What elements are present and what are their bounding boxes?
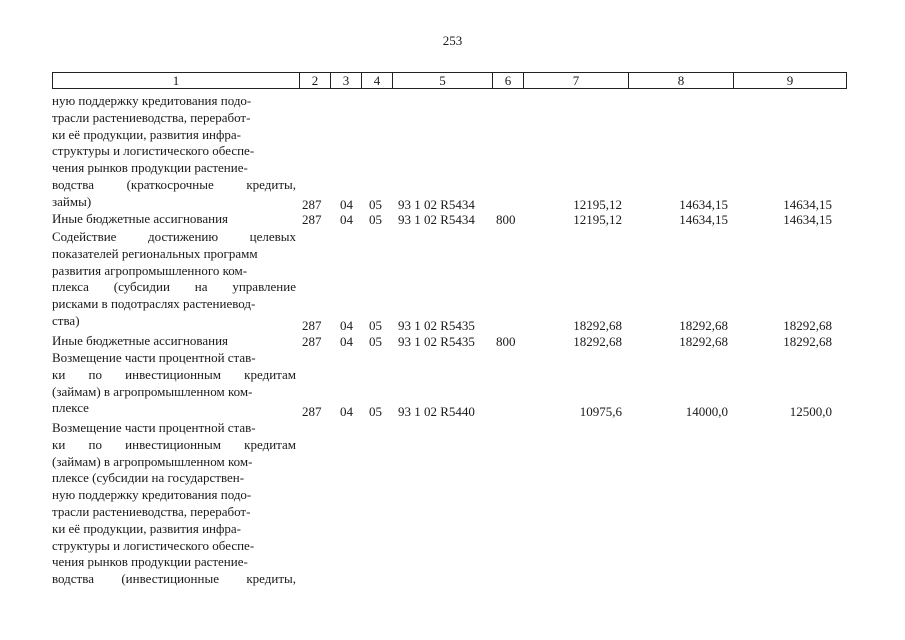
text-line: ную поддержку кредитования подо- [52, 487, 252, 503]
table-header [52, 72, 847, 89]
text-line: ки по инвестиционным кредитам [52, 366, 296, 382]
cell-col-9: 14634,15 [783, 212, 832, 227]
cell-col-3: 04 [340, 334, 353, 349]
cell-col-7: 12195,12 [573, 212, 622, 227]
text-line: займы) [52, 193, 92, 209]
text-line: Возмещение части процентной став- [52, 420, 256, 435]
cell-col-4: 05 [369, 404, 382, 419]
cell-col-3: 04 [340, 404, 353, 419]
cell-col-2: 287 [302, 197, 322, 212]
text-line: водства (инвестиционные кредиты, [52, 571, 296, 587]
cell-col-7: 18292,68 [573, 318, 622, 333]
header-col-5: 5 [393, 73, 493, 88]
cell-col-9: 14634,15 [783, 197, 832, 212]
cell-col-5: 93 1 02 R5435 [398, 334, 475, 349]
text-line: ную поддержку кредитования подо- [52, 93, 252, 108]
cell-col-4: 05 [369, 318, 382, 333]
text-line: плексе [52, 400, 89, 416]
text-line: плексе (субсидии на государствен- [52, 470, 245, 486]
text-line: плекса (субсидии на управление [52, 279, 296, 295]
header-col-2: 2 [300, 73, 331, 88]
text-line: развития агропромышленного ком- [52, 262, 248, 278]
cell-col-2: 287 [302, 334, 322, 349]
text-line: рисками в подотраслях растениевод- [52, 296, 256, 312]
cell-col-5: 93 1 02 R5434 [398, 212, 475, 227]
text-block-credit-support-short [52, 93, 296, 211]
cell-col-6: 800 [496, 212, 516, 227]
cell-col-3: 04 [340, 197, 353, 212]
cell-col-5: 93 1 02 R5434 [398, 197, 475, 212]
text-line: Содействие достижению целевых [52, 229, 296, 244]
header-col-9: 9 [786, 73, 794, 88]
text-block-interest-compensation-subsidy [52, 420, 296, 588]
header-col-4: 4 [362, 73, 393, 88]
text-line: Иные бюджетные ассигнования [52, 211, 229, 226]
text-line: (займам) в агропромышленном ком- [52, 453, 253, 469]
text-block-interest-compensation [52, 350, 296, 417]
text-line: чения рынков продукции растение- [52, 160, 248, 176]
text-line: ки её продукции, развития инфра- [52, 520, 242, 536]
cell-col-4: 05 [369, 197, 382, 212]
cell-col-9: 18292,68 [783, 334, 832, 349]
cell-col-6: 800 [496, 334, 516, 349]
header-col-1: 1 [53, 73, 300, 88]
text-line: ки по инвестиционным кредитам [52, 436, 296, 452]
cell-col-8: 18292,68 [679, 334, 728, 349]
text-line: Возмещение части процентной став- [52, 350, 256, 365]
text-block-target-indicators [52, 229, 296, 330]
cell-col-2: 287 [302, 212, 322, 227]
cell-col-5: 93 1 02 R5440 [398, 404, 475, 419]
cell-col-8: 18292,68 [679, 318, 728, 333]
header-col-3: 3 [331, 73, 362, 88]
cell-col-7: 18292,68 [573, 334, 622, 349]
cell-col-3: 04 [340, 212, 353, 227]
cell-col-7: 12195,12 [573, 197, 622, 212]
text-block-other-allocations-2 [52, 333, 296, 350]
cell-col-8: 14000,0 [685, 404, 728, 419]
cell-col-8: 14634,15 [679, 212, 728, 227]
text-line: Иные бюджетные ассигнования [52, 333, 229, 348]
text-line: показателей региональных программ [52, 245, 258, 261]
cell-col-4: 05 [369, 334, 382, 349]
text-line: трасли растениеводства, переработ- [52, 109, 251, 125]
cell-col-9: 12500,0 [789, 404, 832, 419]
cell-col-3: 04 [340, 318, 353, 333]
text-line: ки её продукции, развития инфра- [52, 126, 242, 142]
header-col-6: 6 [493, 73, 524, 88]
text-line: трасли растениеводства, переработ- [52, 503, 251, 519]
text-line: водства (краткосрочные кредиты, [52, 176, 296, 192]
text-line: ства) [52, 312, 80, 328]
cell-col-9: 18292,68 [783, 318, 832, 333]
cell-col-5: 93 1 02 R5435 [398, 318, 475, 333]
cell-col-2: 287 [302, 318, 322, 333]
cell-col-7: 10975,6 [579, 404, 622, 419]
cell-col-2: 287 [302, 404, 322, 419]
text-line: чения рынков продукции растение- [52, 554, 248, 570]
header-col-8: 8 [629, 73, 734, 88]
text-line: структуры и логистического обеспе- [52, 537, 255, 553]
cell-col-8: 14634,15 [679, 197, 728, 212]
text-block-other-allocations-1 [52, 211, 296, 228]
text-line: (займам) в агропромышленном ком- [52, 383, 253, 399]
text-line: структуры и логистического обеспе- [52, 143, 255, 159]
cell-col-4: 05 [369, 212, 382, 227]
page-number: 253 [442, 33, 463, 48]
header-col-7: 7 [524, 73, 629, 88]
